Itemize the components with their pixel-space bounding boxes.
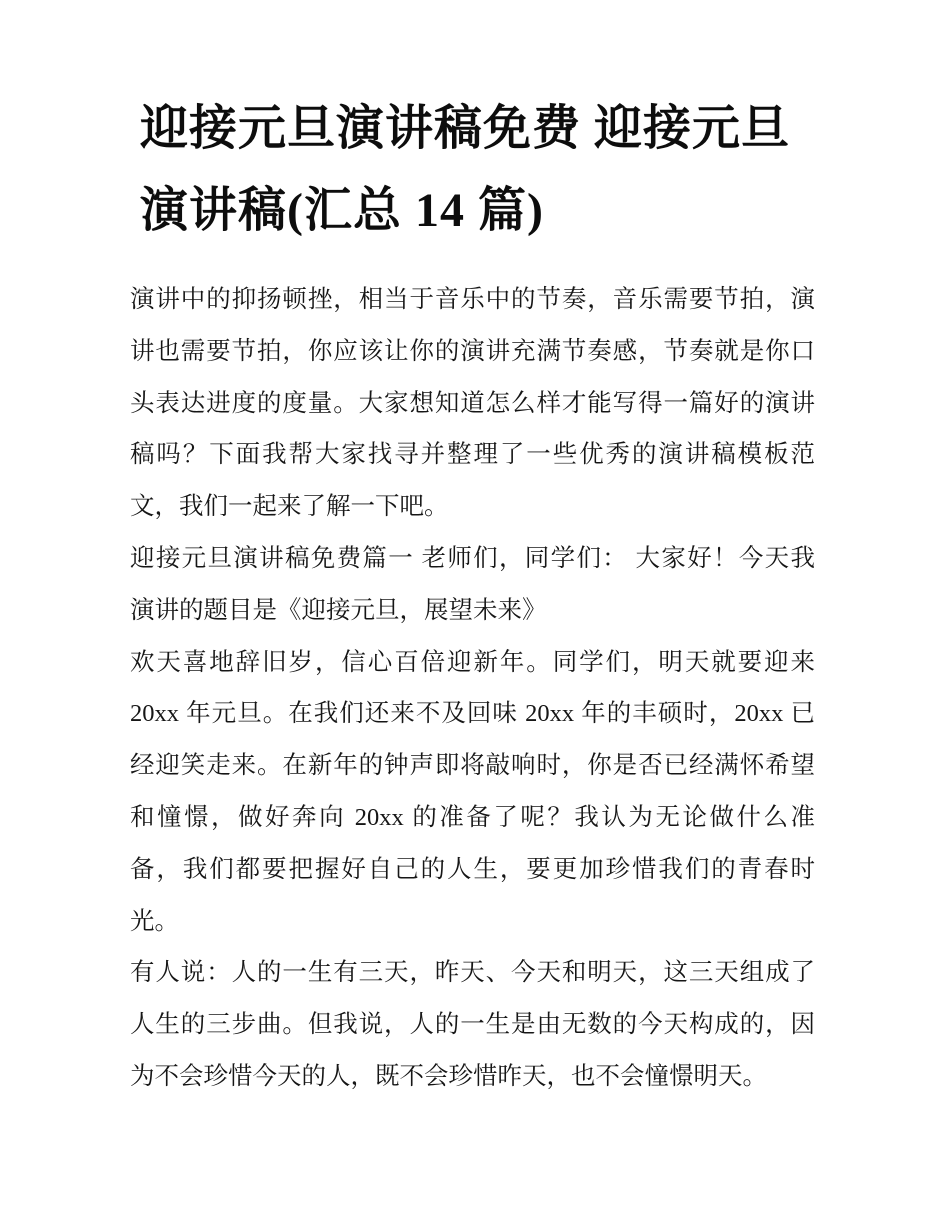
text-line: 稿吗？下面我帮大家找寻并整理了一些优秀的演讲稿模板范 xyxy=(130,441,815,469)
text-line: 有人说：人的一生有三天，昨天、今天和明天，这三天组成了 xyxy=(130,959,815,987)
text-column xyxy=(130,0,815,1103)
text-line: 人生的三步曲。但我说，人的一生是由无数的今天构成的，因 xyxy=(130,1011,815,1039)
text-line: 为不会珍惜今天的人，既不会珍惜昨天，也不会憧憬明天。 xyxy=(130,1062,767,1090)
document-title-line-2: 演讲稿(汇总 14 篇) xyxy=(140,184,544,237)
text-line: 演讲中的抑扬顿挫，相当于音乐中的节奏，音乐需要节拍，演 xyxy=(130,286,815,313)
text-line: 头表达进度的度量。大家想知道怎么样才能写得一篇好的演讲 xyxy=(130,389,815,417)
text-line: 演讲的题目是《迎接元旦，展望未来》 xyxy=(130,596,547,624)
text-line: 迎接元旦演讲稿免费篇一 老师们，同学们： 大家好！今天我 xyxy=(130,544,815,572)
text-line: 光。 xyxy=(130,907,179,935)
text-line: 欢天喜地辞旧岁，信心百倍迎新年。同学们，明天就要迎来 xyxy=(130,648,815,676)
body-text xyxy=(130,274,815,1103)
text-line: 20xx 年元旦。在我们还来不及回味 20xx 年的丰硕时，20xx 已 xyxy=(130,700,815,728)
text-line: 经迎笑走来。在新年的钟声即将敲响时，你是否已经满怀希望 xyxy=(130,752,815,780)
document-title-line-1: 迎接元旦演讲稿免费 迎接元旦 xyxy=(140,102,791,155)
text-line: 备，我们都要把握好自己的人生，要更加珍惜我们的青春时 xyxy=(130,855,815,883)
document-title xyxy=(130,0,815,252)
text-line: 和憧憬，做好奔向 20xx 的准备了呢？我认为无论做什么准 xyxy=(130,803,815,831)
text-line: 讲也需要节拍，你应该让你的演讲充满节奏感，节奏就是你口 xyxy=(130,337,815,365)
text-line: 文，我们一起来了解一下吧。 xyxy=(130,493,449,521)
